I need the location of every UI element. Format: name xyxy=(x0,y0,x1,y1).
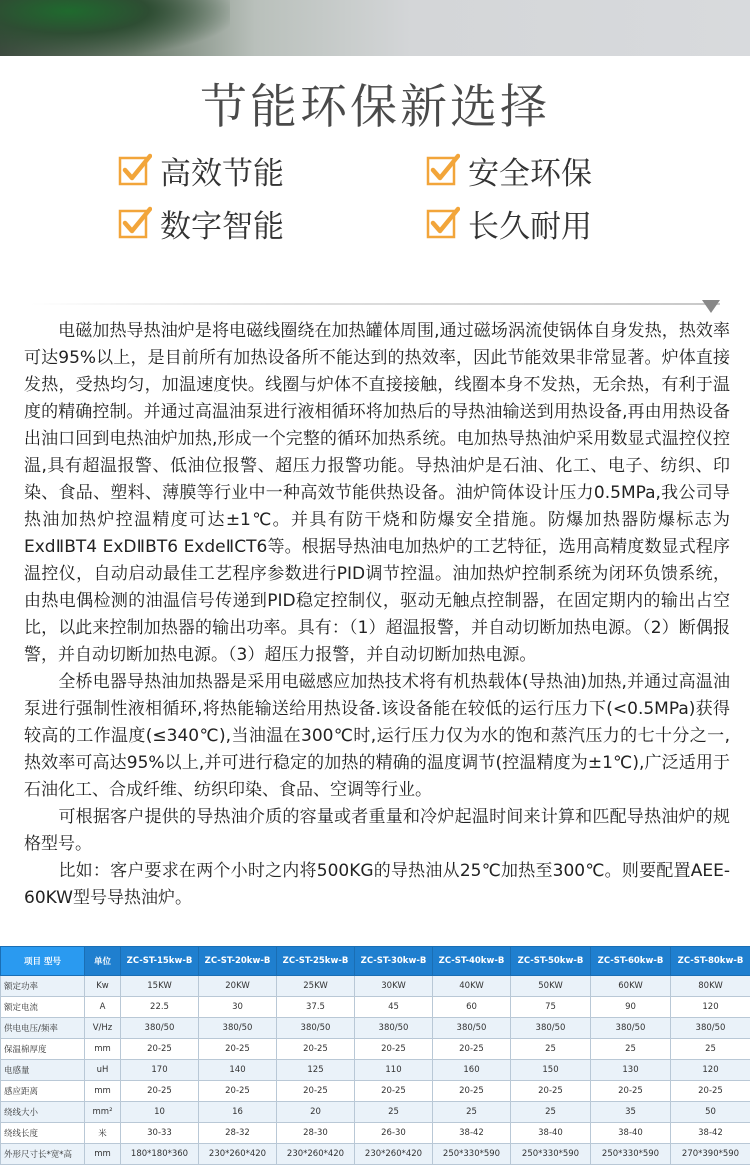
column-header: ZC-ST-20kw-B xyxy=(199,947,277,976)
table-cell: 380/50 xyxy=(277,1018,355,1039)
row-label: 电感量 xyxy=(1,1060,85,1081)
column-header: 单位 xyxy=(85,947,121,976)
table-cell: 38-42 xyxy=(433,1123,511,1144)
table-cell: 10 xyxy=(121,1102,199,1123)
table-body xyxy=(1,976,750,1165)
table-cell: 20-25 xyxy=(355,1081,433,1102)
table-cell: 90 xyxy=(591,997,671,1018)
table-row xyxy=(1,1144,750,1165)
table-cell: 20-25 xyxy=(121,1081,199,1102)
section-divider xyxy=(30,300,720,314)
table-cell: 380/50 xyxy=(199,1018,277,1039)
table-cell: 60KW xyxy=(591,976,671,997)
row-label: 绕线长度 xyxy=(1,1123,85,1144)
description-text xyxy=(24,318,730,912)
table-row xyxy=(1,1123,750,1144)
feature-label: 长久耐用 xyxy=(468,201,592,246)
table-cell: 25 xyxy=(355,1102,433,1123)
table-cell: 125 xyxy=(277,1060,355,1081)
table-cell: 20-25 xyxy=(433,1039,511,1060)
feature-item-durable xyxy=(428,201,592,246)
table-cell: 110 xyxy=(355,1060,433,1081)
table-cell: 180*180*360 xyxy=(121,1144,199,1165)
row-label: 供电电压/频率 xyxy=(1,1018,85,1039)
table-cell: 25 xyxy=(511,1039,591,1060)
table-row xyxy=(1,976,750,997)
table-row xyxy=(1,1081,750,1102)
triangle-down-icon xyxy=(702,300,720,313)
unit-cell: 米 xyxy=(85,1123,121,1144)
column-header: ZC-ST-60kw-B xyxy=(591,947,671,976)
banner-photo-fragment xyxy=(0,0,230,56)
table-cell: 80KW xyxy=(671,976,750,997)
table-cell: 28-30 xyxy=(277,1123,355,1144)
column-header: ZC-ST-40kw-B xyxy=(433,947,511,976)
column-header: ZC-ST-30kw-B xyxy=(355,947,433,976)
table-cell: 150 xyxy=(511,1060,591,1081)
table-cell: 20-25 xyxy=(199,1039,277,1060)
table-row xyxy=(1,1039,750,1060)
divider-line xyxy=(30,303,720,305)
table-cell: 160 xyxy=(433,1060,511,1081)
feature-label: 高效节能 xyxy=(160,148,284,193)
row-label: 额定电流 xyxy=(1,997,85,1018)
table-cell: 20KW xyxy=(199,976,277,997)
spec-table xyxy=(0,946,750,1165)
table-cell: 230*260*420 xyxy=(277,1144,355,1165)
column-header: ZC-ST-15kw-B xyxy=(121,947,199,976)
table-cell: 30 xyxy=(199,997,277,1018)
feature-label: 安全环保 xyxy=(468,148,592,193)
table-cell: 380/50 xyxy=(671,1018,750,1039)
table-cell: 30KW xyxy=(355,976,433,997)
checkmark-icon xyxy=(120,209,150,239)
unit-cell: mm xyxy=(85,1039,121,1060)
unit-cell: V/Hz xyxy=(85,1018,121,1039)
paragraph: 可根据客户提供的导热油介质的容量或者重量和冷炉起温时间来计算和匹配导热油炉的规格型号。 xyxy=(24,804,730,858)
table-cell: 20-25 xyxy=(121,1039,199,1060)
table-header-row xyxy=(1,947,750,976)
table-row xyxy=(1,1018,750,1039)
table-row xyxy=(1,997,750,1018)
table-cell: 28-32 xyxy=(199,1123,277,1144)
feature-item-digital xyxy=(120,201,284,246)
column-header: ZC-ST-25kw-B xyxy=(277,947,355,976)
table-cell: 250*330*590 xyxy=(511,1144,591,1165)
unit-cell: Kw xyxy=(85,976,121,997)
top-banner-image xyxy=(0,0,750,56)
table-cell: 20 xyxy=(277,1102,355,1123)
table-cell: 26-30 xyxy=(355,1123,433,1144)
table-cell: 380/50 xyxy=(591,1018,671,1039)
row-label: 外形尺寸长*宽*高 xyxy=(1,1144,85,1165)
unit-cell: A xyxy=(85,997,121,1018)
table-cell: 20-25 xyxy=(511,1081,591,1102)
table-cell: 60 xyxy=(433,997,511,1018)
table-cell: 38-40 xyxy=(591,1123,671,1144)
table-cell: 380/50 xyxy=(511,1018,591,1039)
table-cell: 25 xyxy=(591,1039,671,1060)
table-cell: 45 xyxy=(355,997,433,1018)
table-cell: 120 xyxy=(671,1060,750,1081)
paragraph: 比如：客户要求在两个小时之内将500KG的导热油从25℃加热至300℃。则要配置AEE-60KW型号导热油炉。 xyxy=(24,858,730,912)
table-cell: 40KW xyxy=(433,976,511,997)
table-cell: 16 xyxy=(199,1102,277,1123)
row-label: 保温棉厚度 xyxy=(1,1039,85,1060)
table-cell: 75 xyxy=(511,997,591,1018)
table-cell: 20-25 xyxy=(277,1081,355,1102)
table-cell: 37.5 xyxy=(277,997,355,1018)
table-cell: 50KW xyxy=(511,976,591,997)
table-cell: 230*260*420 xyxy=(355,1144,433,1165)
table-cell: 20-25 xyxy=(591,1081,671,1102)
table-cell: 140 xyxy=(199,1060,277,1081)
row-label: 感应距离 xyxy=(1,1081,85,1102)
table-cell: 20-25 xyxy=(277,1039,355,1060)
feature-item-safety xyxy=(428,148,592,193)
spec-table-container xyxy=(0,946,750,1165)
table-cell: 130 xyxy=(591,1060,671,1081)
table-cell: 20-25 xyxy=(433,1081,511,1102)
column-header: ZC-ST-50kw-B xyxy=(511,947,591,976)
table-cell: 25KW xyxy=(277,976,355,997)
table-cell: 120 xyxy=(671,997,750,1018)
feature-item-efficiency xyxy=(120,148,284,193)
table-cell: 270*390*590 xyxy=(671,1144,750,1165)
column-header: ZC-ST-80kw-B xyxy=(671,947,750,976)
page-title: 节能环保新选择 xyxy=(0,70,750,137)
unit-cell: uH xyxy=(85,1060,121,1081)
table-cell: 15KW xyxy=(121,976,199,997)
table-cell: 380/50 xyxy=(433,1018,511,1039)
table-cell: 25 xyxy=(433,1102,511,1123)
paragraph: 全桥电器导热油加热器是采用电磁感应加热技术将有机热载体(导热油)加热,并通过高温油泵进行强制性液相循环,将热能输送给用热设备.该设备能在较低的运行压力下(<0.5MPa)获得较高的工作温度(≤340℃),当油温在300℃时,运行压力仅为水的饱和蒸汽压力的七十分之一,热效率可高达95%以上,并可进行稳定的加热的精确的温度调节(控温精度为±1℃),广泛适用于石油化工、合成纤维、纺织印染、食品、空调等行业。 xyxy=(24,669,730,804)
table-cell: 30-33 xyxy=(121,1123,199,1144)
table-cell: 35 xyxy=(591,1102,671,1123)
table-row xyxy=(1,1060,750,1081)
table-cell: 25 xyxy=(671,1039,750,1060)
checkmark-icon xyxy=(120,156,150,186)
table-cell: 20-25 xyxy=(671,1081,750,1102)
table-cell: 50 xyxy=(671,1102,750,1123)
table-cell: 230*260*420 xyxy=(199,1144,277,1165)
unit-cell: mm xyxy=(85,1144,121,1165)
row-label: 绕线大小 xyxy=(1,1102,85,1123)
unit-cell: mm xyxy=(85,1081,121,1102)
table-cell: 380/50 xyxy=(121,1018,199,1039)
table-cell: 170 xyxy=(121,1060,199,1081)
feature-label: 数字智能 xyxy=(160,201,284,246)
checkmark-icon xyxy=(428,156,458,186)
column-header: 项目 型号 xyxy=(1,947,85,976)
table-cell: 25 xyxy=(511,1102,591,1123)
paragraph: 电磁加热导热油炉是将电磁线圈绕在加热罐体周围,通过磁场涡流使锅体自身发热，热效率可达95%以上，是目前所有加热设备所不能达到的热效率，因此节能效果非常显著。炉体直接发热，受热均匀，加温速度快。线圈与炉体不直接接触，线圈本身不发热，无余热，有利于温度的精确控制。并通过高温油泵进行液相循环将加热后的导热油输送到用热设备,再由用热设备出油口回到电热油炉加热,形成一个完整的循环加热系统。电加热导热油炉采用数显式温控仪控温,具有超温报警、低油位报警、超压力报警功能。导热油炉是石油、化工、电子、纺织、印染、食品、塑料、薄膜等行业中一种高效节能供热设备。油炉筒体设计压力0.5MPa,我公司导热油加热炉控温精度可达±1℃。并具有防干烧和防爆安全措施。防爆加热器防爆标志为ExdⅡBT4 ExDⅡBT6 ExdeⅡCT6等。根据导热油电加热炉的工艺特征，选用高精度数显式程序温控仪，自动启动最佳工艺程序参数进行PID调节控温。油加热炉控制系统为闭环负馈系统，由热电偶检测的油温信号传递到PID稳定控制仪，驱动无触点控制器，在固定期内的输出占空比，以此来控制加热器的输出功率。具有：（1）超温报警，并自动切断加热电源。（2）断偶报警，并自动切断加热电源。（3）超压力报警，并自动切断加热电源。 xyxy=(24,318,730,669)
unit-cell: mm² xyxy=(85,1102,121,1123)
table-cell: 20-25 xyxy=(199,1081,277,1102)
table-cell: 250*330*590 xyxy=(591,1144,671,1165)
table-cell: 20-25 xyxy=(355,1039,433,1060)
checkmark-icon xyxy=(428,209,458,239)
table-cell: 38-40 xyxy=(511,1123,591,1144)
table-cell: 250*330*590 xyxy=(433,1144,511,1165)
table-cell: 38-42 xyxy=(671,1123,750,1144)
table-cell: 22.5 xyxy=(121,997,199,1018)
row-label: 额定功率 xyxy=(1,976,85,997)
table-row xyxy=(1,1102,750,1123)
table-cell: 380/50 xyxy=(355,1018,433,1039)
